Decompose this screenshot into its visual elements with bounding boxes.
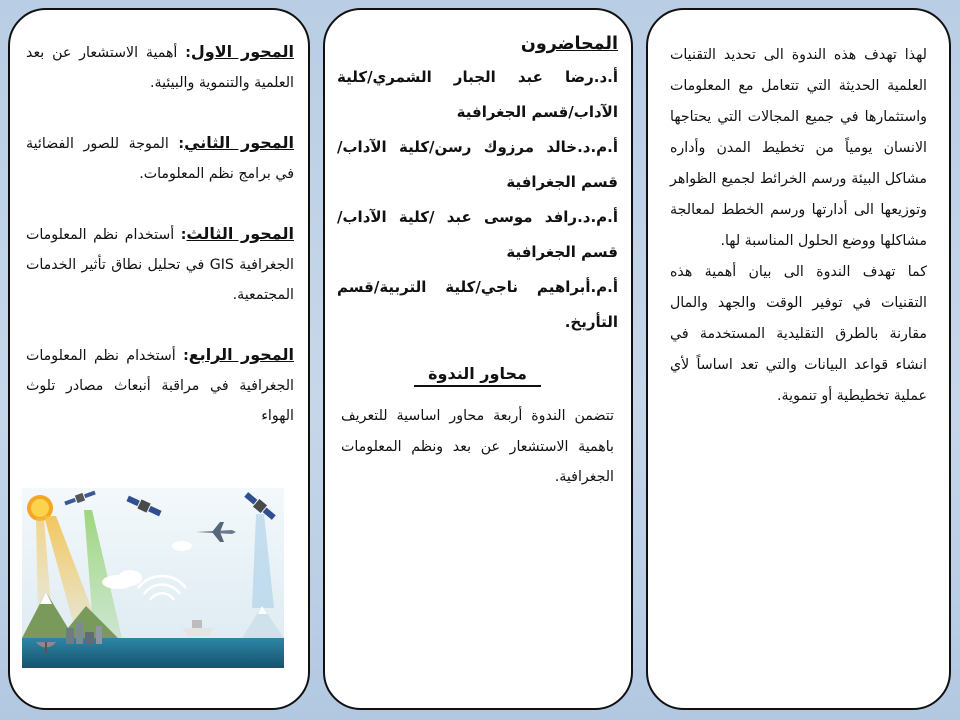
axes-heading-row bbox=[337, 364, 618, 387]
axis-label: المحور الاول bbox=[190, 42, 294, 61]
axis-text: أستخدام نظم المعلومات الجغرافية GIS في تحليل نطاق تأثير الخدمات المجتمعية. bbox=[26, 227, 294, 303]
axis-label: المحور الثالث bbox=[186, 224, 294, 243]
speakers-heading: المحاضرون bbox=[520, 34, 618, 54]
axis-item bbox=[26, 340, 294, 431]
axes-heading: محاور الندوة bbox=[414, 364, 541, 387]
speaker-1: أ.د.رضا عبد الجبار الشمري/كلية الآداب/قسم الجغرافية bbox=[337, 68, 618, 121]
middle-panel bbox=[323, 8, 633, 710]
axis-item bbox=[26, 219, 294, 310]
speaker-2: أ.م.د.خالد مرزوك رسن/كلية الآداب/قسم الجغرافية bbox=[337, 138, 618, 191]
water-body bbox=[22, 638, 284, 668]
objectives-paragraph-1: لهذا تهدف هذه الندوة الى تحديد التقنيات العلمية الحديثة التي تتعامل مع المعلومات واستثمارها في جميع المجالات التي يحتاجها الانسان يومياً من تخطيط المدن وأداره مشاكل البيئة ورسم الخرائط لجميع الظواهر وتوزيعها الى أدارتها ورسم الخطط لمعالجة مشاكلها ووضع الحلول المناسبة لها. bbox=[670, 47, 927, 249]
axes-intro: تتضمن الندوة أربعة محاور اساسية للتعريف باهمية الاستشعار عن بعد ونظم المعلومات الجغرافية. bbox=[341, 408, 614, 485]
axis-item bbox=[26, 128, 294, 189]
axis-label: المحور الثاني bbox=[184, 133, 294, 152]
axis-item bbox=[26, 37, 294, 98]
remote-sensing-illustration bbox=[22, 488, 284, 668]
axis-colon: : bbox=[178, 136, 185, 152]
axis-text: أستخدام نظم المعلومات الجغرافية في مراقبة أنبعاث مصادر تلوث الهواء bbox=[26, 348, 294, 424]
objectives-text bbox=[670, 40, 927, 412]
axis-colon: : bbox=[180, 227, 187, 243]
axis-text: أهمية الاستشعار عن بعد العلمية والتنموية والبيئية. bbox=[26, 45, 294, 91]
objectives-paragraph-2: كما تهدف الندوة الى بيان أهمية هذه التقنيات في توفير الوقت والجهد والمال مقارنة بالطرق التقليدية المستخدمة في انشاء قواعد البيانات والتي تعد اساساً لأي عملية تخطيطية أو تنموية. bbox=[670, 264, 927, 404]
axis-label: المحور الرابع bbox=[188, 345, 294, 364]
speaker-3: أ.م.د.رافد موسى عبد /كلية الآداب/قسم الجغرافية bbox=[337, 208, 618, 261]
axis-colon: : bbox=[185, 45, 191, 61]
axis-text: الموجة للصور الفضائية في برامج نظم المعلومات. bbox=[26, 136, 294, 182]
axis-colon: : bbox=[183, 348, 189, 364]
speaker-4: أ.م.أبراهيم ناجي/كلية التربية/قسم التأريخ. bbox=[337, 278, 618, 331]
right-panel bbox=[646, 8, 951, 710]
